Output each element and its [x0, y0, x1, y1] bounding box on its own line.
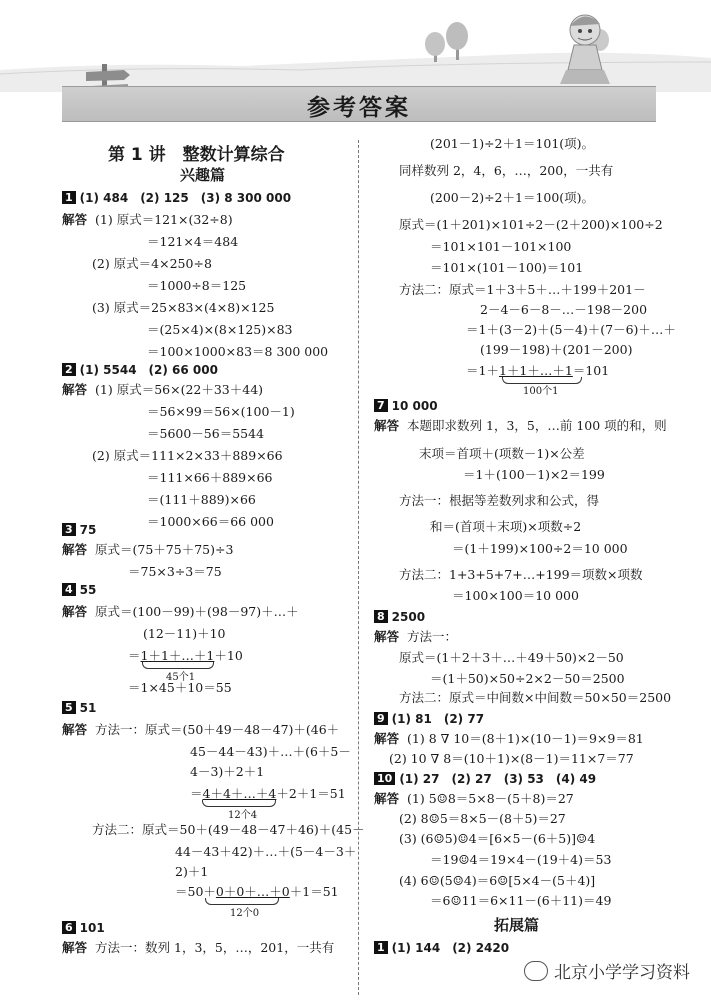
q9-header	[374, 711, 484, 727]
q2-number: 2	[62, 363, 76, 376]
q5-line-7: 2)＋1	[175, 864, 209, 879]
solution-label: 解答	[62, 722, 88, 737]
q8-line-3: ＝(1＋50)×50÷2×2－50＝2500	[430, 671, 625, 686]
q4-header	[62, 582, 96, 598]
q6-brace-label: 100个1	[523, 386, 559, 397]
q2-line-7: ＝1000×66＝66 000	[147, 514, 274, 529]
q5-brace-2-label: 12个0	[230, 908, 260, 919]
q7-line-1: 解答 本题即求数列 1，3，5，…前 100 项的和，则	[374, 418, 667, 433]
solution-label: 解答	[62, 604, 88, 619]
watermark-text: 北京小学学习资料	[554, 963, 690, 983]
q8-line-2: 原式＝(1＋2＋3＋…＋49＋50)×2－50	[399, 650, 624, 665]
q10-answer: (1) 27 (2) 27 (3) 53 (4) 49	[399, 772, 597, 786]
page-title: 参考答案	[307, 95, 411, 121]
q8-line-4: 方法二：原式＝中间数×中间数＝50×50＝2500	[399, 690, 672, 705]
lesson-heading: 第 1 讲 整数计算综合	[108, 145, 285, 165]
q10-line-1: 解答 (1) 5☺8＝5×8－(5＋8)＝27	[374, 791, 574, 806]
q5-answer: 51	[79, 701, 97, 715]
q4-line-1: 解答 原式＝(100－99)＋(98－97)＋…＋	[62, 604, 299, 619]
q10-line-3: (3) (6☺5)☺4＝[6×5－(6＋5)]☺4	[399, 831, 596, 846]
q7-line-7: 方法二：1+3+5+7+…+199＝项数×项数	[399, 567, 643, 582]
q3-line-2: ＝75×3÷3＝75	[128, 564, 222, 579]
q9-line-2: (2) 10 ∇ 8＝(10＋1)×(8－1)＝11×7＝77	[389, 751, 634, 766]
q2-header	[62, 362, 218, 378]
q6-line-12: ＝1＋1＋1＋…＋1＝101	[466, 363, 610, 378]
q1-header	[62, 190, 291, 206]
q2-line-6: ＝(111＋889)×66	[147, 492, 256, 507]
solution-label: 解答	[62, 940, 88, 955]
q1-answer: (1) 484 (2) 125 (3) 8 300 000	[79, 191, 292, 205]
q6-line-6: ＝101×101－101×100	[430, 239, 572, 254]
q6-line-10: ＝1＋(3－2)＋(5－4)＋(7－6)＋…＋	[466, 322, 676, 337]
q7-line-5: 和＝(首项＋末项)×项数÷2	[430, 519, 582, 534]
q8-answer: 2500	[391, 610, 426, 624]
q4-line-3: ＝1＋1＋…＋1＋10	[128, 648, 243, 663]
e1-number: 1	[374, 941, 388, 954]
watermark	[524, 958, 690, 983]
q4-line-2: (12－11)＋10	[143, 626, 226, 641]
q3-answer: 75	[79, 523, 97, 537]
q6-number: 6	[62, 921, 76, 934]
solution-label: 解答	[62, 212, 88, 227]
q5-line-4: ＝4＋4＋…＋4＋2＋1＝51	[190, 786, 346, 801]
q10-header	[374, 771, 596, 787]
q10-line-4: ＝19☺4＝19×4－(19＋4)＝53	[430, 852, 612, 867]
q7-line-6: ＝(1＋199)×100÷2＝10 000	[452, 541, 628, 556]
q4-answer: 55	[79, 583, 97, 597]
q4-brace-label: 45个1	[166, 672, 196, 683]
solution-label: 解答	[374, 791, 400, 806]
q1-line-4: ＝1000÷8＝125	[147, 278, 247, 293]
q6-line-11: (199－198)＋(201－200)	[480, 342, 633, 357]
q5-line-8: ＝50＋0＋0＋…＋0＋1＝51	[175, 884, 339, 899]
q3-number: 3	[62, 523, 76, 536]
solution-label: 解答	[62, 382, 88, 397]
q7-line-3: ＝1＋(100－1)×2＝199	[463, 467, 605, 482]
q2-line-4: (2) 原式＝111×2×33＋889×66	[92, 448, 283, 463]
q1-line-5: (3) 原式＝25×83×(4×8)×125	[92, 300, 275, 315]
q6-line-7: ＝101×(101－100)＝101	[430, 260, 584, 275]
q10-line-2: (2) 8☺5＝8×5－(8＋5)＝27	[399, 811, 566, 826]
solution-label: 解答	[374, 731, 400, 746]
q5-line-5: 方法二：原式＝50＋(49－48－47＋46)＋(45－	[92, 822, 365, 837]
wechat-icon	[524, 961, 548, 981]
q5-line-6: 44－43＋42)＋…＋(5－4－3＋	[175, 844, 357, 859]
q6-header	[62, 920, 105, 936]
q1-line-2: ＝121×4＝484	[147, 234, 239, 249]
q9-number: 9	[374, 712, 388, 725]
q7-number: 7	[374, 399, 388, 412]
q6-line-9: 2－4－6－8－…－198－200	[480, 302, 648, 317]
q7-line-4: 方法一：根据等差数列求和公式，得	[399, 493, 600, 508]
solution-label: 解答	[374, 418, 400, 433]
q1-line-1: 解答 (1) 原式＝121×(32÷8)	[62, 212, 233, 227]
q10-line-6: ＝6☺11＝6×11－(6＋11)＝49	[430, 893, 612, 908]
q4-number: 4	[62, 583, 76, 596]
q6-line-1: 解答 方法一：数列 1，3，5，…，201，一共有	[62, 940, 335, 955]
q10-line-5: (4) 6☺(5☺4)＝6☺[5×4－(5＋4)]	[399, 873, 596, 888]
q2-line-2: ＝56×99＝56×(100－1)	[147, 404, 295, 419]
q6-line-4: (200－2)÷2＋1＝100(项)。	[430, 190, 595, 205]
q5-header	[62, 700, 96, 716]
section-heading-interest: 兴趣篇	[180, 166, 226, 184]
q2-line-1: 解答 (1) 原式＝56×(22＋33＋44)	[62, 382, 264, 397]
q3-line-1: 解答 原式＝(75＋75＋75)÷3	[62, 542, 234, 557]
q9-answer: (1) 81 (2) 77	[391, 712, 485, 726]
q3-header	[62, 522, 96, 538]
q6-line-2: (201－1)÷2＋1＝101(项)。	[430, 136, 595, 151]
q7-header	[374, 398, 438, 414]
q10-number: 10	[374, 772, 395, 785]
q6-answer: 101	[79, 921, 105, 935]
q1-line-7: ＝100×1000×83＝8 300 000	[147, 344, 329, 359]
e1-header	[374, 940, 509, 956]
column-divider	[358, 140, 359, 995]
q5-line-3: 4－3)＋2＋1	[190, 764, 265, 779]
q7-line-2: 末项＝首项＋(项数－1)×公差	[419, 446, 585, 461]
q8-line-1: 解答 方法一：	[374, 629, 458, 644]
e1-answer: (1) 144 (2) 2420	[391, 941, 510, 955]
q7-answer: 10 000	[391, 399, 438, 413]
q4-line-4: ＝1×45＋10＝55	[128, 680, 232, 695]
q6-line-3: 同样数列 2，4，6，…，200，一共有	[399, 163, 614, 178]
solution-label: 解答	[374, 629, 400, 644]
q5-line-2: 45－44－43)＋…＋(6＋5－	[190, 744, 351, 759]
q8-number: 8	[374, 610, 388, 623]
solution-label: 解答	[62, 542, 88, 557]
q7-line-8: ＝100×100＝10 000	[452, 588, 579, 603]
q8-header	[374, 609, 425, 625]
q5-line-1: 解答 方法一：原式＝(50＋49－48－47)＋(46＋	[62, 722, 340, 737]
q5-brace-1-label: 12个4	[228, 810, 258, 821]
q1-number: 1	[62, 191, 76, 204]
q9-line-1: 解答 (1) 8 ∇ 10＝(8＋1)×(10－1)＝9×9＝81	[374, 731, 644, 746]
section-heading-extension: 拓展篇	[494, 916, 540, 934]
q6-line-5: 原式＝(1＋201)×101÷2－(2＋200)×100÷2	[399, 217, 663, 232]
q1-line-6: ＝(25×4)×(8×125)×83	[147, 322, 293, 337]
q2-line-5: ＝111×66＋889×66	[147, 470, 273, 485]
q2-answer: (1) 5544 (2) 66 000	[79, 363, 218, 377]
header-illustration	[0, 0, 711, 92]
title-banner	[62, 86, 656, 122]
q1-line-3: (2) 原式＝4×250÷8	[92, 256, 212, 271]
q6-line-8: 方法二：原式＝1＋3＋5＋…＋199＋201－	[399, 282, 646, 297]
q5-number: 5	[62, 701, 76, 714]
q2-line-3: ＝5600－56＝5544	[147, 426, 265, 441]
